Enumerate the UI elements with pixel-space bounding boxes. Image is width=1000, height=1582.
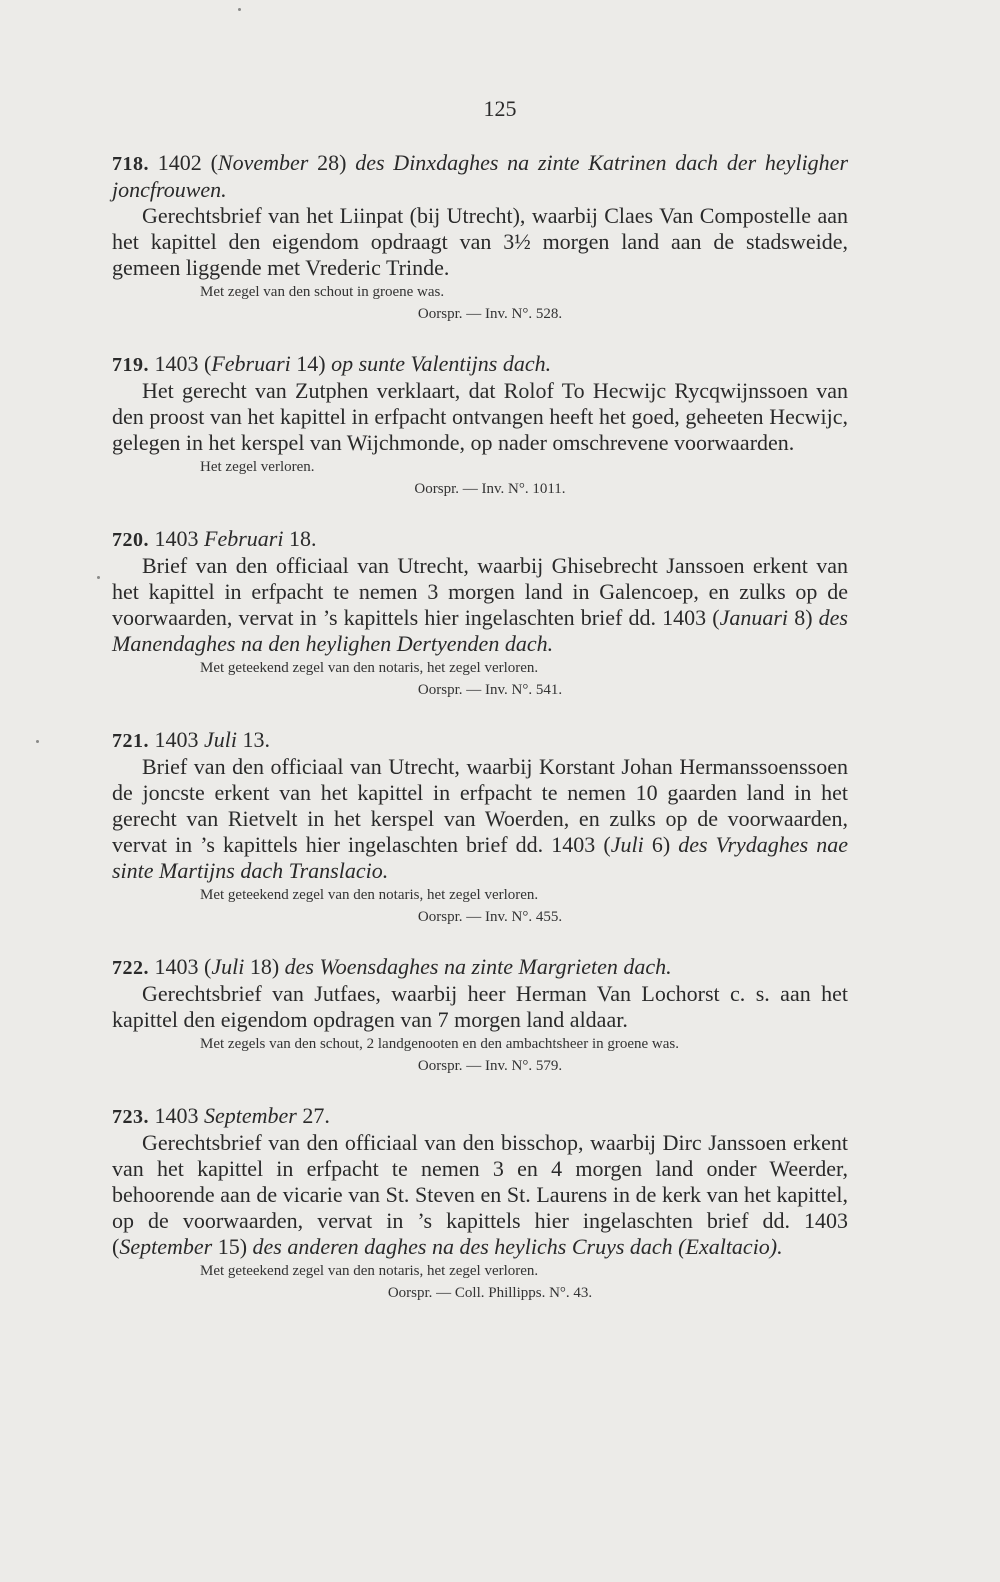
entry-source-ref: Oorspr. — Inv. N°. 1011. [414,481,566,497]
entry-heading: 718. 1402 (November 28) des Dinxdaghes na zinte Katrinen dach der heyligher joncfrouwen. [112,150,849,202]
entry-723 [112,1103,848,1304]
entry-summary: Gerechtsbrief van den officiaal van den bisschop, waarbij Dirc Janssoen erkent van het kapittel in erfpacht te nemen 3 en 4 morgen land onder Weerder, behoorende aan de vicarie van St. Steven en St. Laurens in de kerk van het kapittel, op de voorwaarden, vervat in ’s kapittels hier ingelaschten brief dd. 1403 (September 15) des anderen daghes na des heylichs Cruys dach (Exaltacio). [112,1130,848,1259]
entry-feast-day: des Woensdaghes na zinte Margrieten dach. [284,954,672,979]
entry-summary: Brief van den officiaal van Utrecht, waarbij Korstant Johan Hermanssoenssoen de joncste erkent van het kapittel in erfpacht te nemen 10 gaarden land in het gerecht van Rietvelt in het kerspel van Woerden, en zulks op de voorwaarden, vervat in ’s kapittels hier ingelaschten brief dd. 1403 (Juli 6) des Vrydaghes nae sinte Martijns dach Translacio. [112,754,848,883]
entry-year: 1403 [154,954,199,979]
entry-source-ref: Oorspr. — Inv. N°. 528. [417,306,563,322]
entry-feast-day: des Manendaghes na den heylighen Dertyenden dach. [112,605,848,656]
paper-speck [36,740,39,743]
entry-heading: 723. 1403 September 27. [112,1103,330,1128]
entry-heading: 722. 1403 (Juli 18) des Woensdaghes na zinte Margrieten dach. [112,954,672,979]
entry-seal-note: Met zegels van den schout, 2 landgenooten en den ambachtsheer in groene was. [200,1036,680,1052]
document-body [112,150,848,1304]
entry-month: September [119,1234,213,1259]
entry-month: Februari [211,351,291,376]
entry-number: 719. [112,354,149,376]
entry-721 [112,727,848,928]
entry-722 [112,954,848,1077]
entry-summary: Gerechtsbrief van Jutfaes, waarbij heer Herman Van Lochorst c. s. aan het kapittel den eigendom opdragen van 7 morgen land aldaar. [112,981,848,1032]
entry-719 [112,351,848,500]
entry-heading: 719. 1403 (Februari 14) op sunte Valentijns dach. [112,351,552,376]
entry-heading: 720. 1403 Februari 18. [112,526,317,551]
entry-month: September [204,1103,297,1128]
entry-number: 722. [112,957,149,979]
entry-year: 1403 [154,1103,199,1128]
entry-number: 723. [112,1106,149,1128]
paper-speck [238,8,241,11]
entry-number: 720. [112,529,149,551]
entry-year: 1402 [157,150,202,175]
entry-heading: 721. 1403 Juli 13. [112,727,270,752]
entry-month: November [217,150,309,175]
entry-summary: Brief van den officiaal van Utrecht, waarbij Ghisebrecht Janssoen erkent van het kapittel in erfpacht te nemen 3 morgen land in Galencoep, en zulks op de voorwaarden, vervat in ’s kapittels hier ingelaschten brief dd. 1403 (Januari 8) des Manendaghes na den heylighen Dertyenden dach. [112,553,848,656]
entry-year: 1403 [154,351,199,376]
entry-seal-note: Met zegel van den schout in groene was. [200,284,445,300]
entry-seal-note: Met geteekend zegel van den notaris, het zegel verloren. [200,1263,539,1279]
entry-feast-day: des anderen daghes na des heylichs Cruys dach (Exaltacio). [252,1234,783,1259]
entry-summary: Gerechtsbrief van het Liinpat (bij Utrecht), waarbij Claes Van Compostelle aan het kapittel den eigendom opdraagt van 3½ morgen land aan de stadsweide, gemeen liggende met Vrederic Trinde. [112,203,848,280]
entry-year: 1403 [154,727,199,752]
entry-source-ref: Oorspr. — Inv. N°. 455. [417,909,563,925]
entry-source-ref: Oorspr. — Coll. Phillipps. N°. 43. [387,1285,593,1301]
entry-month: Juli [204,727,237,752]
entry-source-ref: Oorspr. — Inv. N°. 541. [417,682,563,698]
entry-summary: Het gerecht van Zutphen verklaart, dat Rolof To Hecwijc Rycqwijnssoen van den proost van het kapittel in erfpacht ontvangen heeft het goed, geheeten Hecwijc, gelegen in het kerspel van Wijchmonde, op nader omschrevene voorwaarden. [112,378,848,455]
entry-month: Juli [610,832,644,857]
entry-number: 721. [112,730,149,752]
entry-feast-day: op sunte Valentijns dach. [331,351,552,376]
entry-seal-note: Met geteekend zegel van den notaris, het zegel verloren. [200,887,539,903]
entry-feast-day: des Dinxdaghes na zinte Katrinen dach der heyligher joncfrouwen. [112,150,849,202]
entry-month: Februari [204,526,284,551]
entry-seal-note: Het zegel verloren. [200,459,315,475]
entry-source-ref: Oorspr. — Inv. N°. 579. [417,1058,563,1074]
entry-feast-day: des Vrydaghes nae sinte Martijns dach Translacio. [112,832,848,883]
entry-720 [112,526,848,701]
paper-speck [97,576,100,579]
entry-year: 1403 [154,526,199,551]
entry-718 [112,150,848,325]
entry-seal-note: Met geteekend zegel van den notaris, het zegel verloren. [200,660,539,676]
entry-month: Januari [719,605,789,630]
page-number: 125 [483,96,517,121]
entry-number: 718. [112,153,149,175]
entry-month: Juli [211,954,245,979]
